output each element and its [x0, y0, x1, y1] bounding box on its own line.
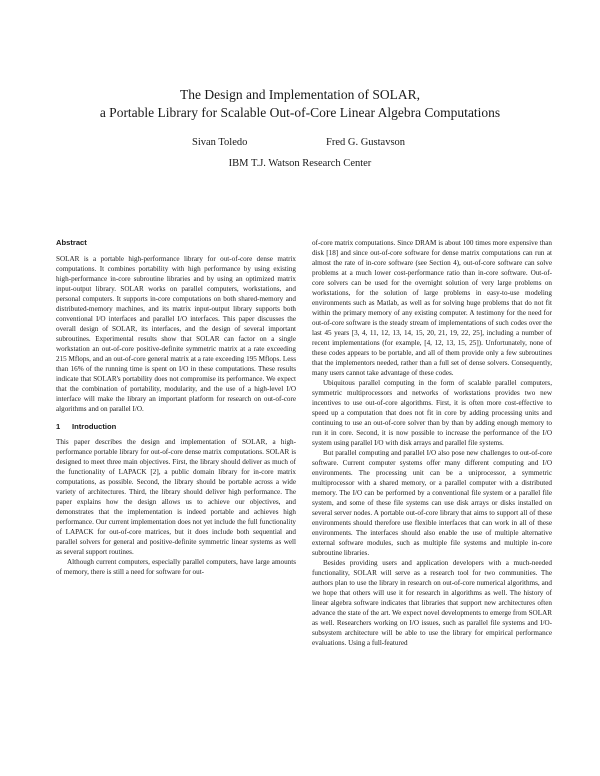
intro-paragraph-3: Ubiquitous parallel computing in the form of scalable parallel computers, symmetric multiprocessors and networks of workstations provides two new incentives to use out-of-core algorithms. First, it is often more cost-effective to speed up a computation that does not fit in core by adding processing units and continuing to use an out-of-core solver than by than by adding enough memory to run it in core. Second, it is now possible to increase the performance of the I/O system using parallel I/O with disk arrays and parallel file systems.: [312, 379, 552, 447]
section-title: Introduction: [72, 422, 117, 431]
abstract-heading: Abstract: [56, 238, 87, 247]
intro-paragraph-4: But parallel computing and parallel I/O also pose new challenges to out-of-core software. Current computer systems offer many different computing and I/O environments. The processing unit can be a uniprocessor, a symmetric multiprocessor with a shared memory, or a parallel computer with a distributed memory. The I/O can be performed by a conventional file system or a parallel file system, and some of these file systems can use disk arrays or disks installed on several server nodes. A portable out-of-core library that aims to support all of these environments should therefore use flexible interfaces that can work in all of these environments. The interfaces should also enable the use of multiple alternative external software modules, such as multiple file systems and multiple in-core subroutine libraries.: [312, 449, 552, 557]
author-gustavson: Fred G. Gustavson: [326, 137, 406, 148]
intro-paragraph-1: This paper describes the design and implementation of SOLAR, a high-performance portable library for out-of-core dense matrix computations. SOLAR is designed to meet three main objectives. First, the library should deliver as much of the functionality of LAPACK [2], a public domain library for in-core matrix computations, as possible. Second, the library should be portable across a wide variety of architectures. Third, the library should deliver high performance. The paper explains how the design allows us to achieve our objectives, and demonstrates that the implementation is indeed portable and achieves high performance. Our current implementation does not yet include the full functionality of LAPACK for out-of-core matrices, but it does include both sequential and parallel solvers for general and positive-definite symmetric linear systems as well as several support routines.: [56, 438, 296, 556]
intro-paragraph-2: Although current computers, especially parallel computers, have large amounts of memory, there is still a need for software for out-: [56, 558, 296, 576]
author-toledo: Sivan Toledo: [192, 137, 248, 148]
abstract-text: SOLAR is a portable high-performance library for out-of-core dense matrix computations. It combines portability with high performance by using existing high-performance in-core subroutine libraries and by using an optimized matrix input-output library. SOLAR works on parallel computers, workstations, and personal computers. It supports in-core computations on both shared-memory and distributed-memory machines, and its matrix input-output library supports both conventional I/O interfaces and parallel I/O interfaces. This paper discusses the overall design of SOLAR, its interfaces, and the design of several important subroutines. Experimental results show that SOLAR can factor on a single workstation an out-of-core positive-definite symmetric matrix at a rate exceeding 215 Mflops, and an out-of-core general matrix at a rate exceeding 195 Mflops. Less than 16% of the running time is spent on I/O in these computations. These results indicate that SOLAR's portability does not compromise its performance. We expect that the combination of portability, modularity, and the use of a high-level I/O interface will make the library an important platform for research on out-of-core algorithms and on parallel I/O.: [56, 255, 296, 413]
paper-title-line-2: a Portable Library for Scalable Out-of-Core Linear Algebra Computations: [99, 105, 501, 120]
left-column: [56, 238, 296, 577]
section-number: 1: [56, 422, 61, 431]
intro-paragraph-continued: of-core matrix computations. Since DRAM is about 100 times more expensive than disk [18] and since out-of-core software for dense matrix computations can run at almost the rate of in-core software (see Section 4), out-of-core software can solve problems at a much lower cost-performance ratio than in-core software. Out-of-core solvers can be used for the overnight solution of very large problems on workstations, for the solution of large problems in easy-to-use modeling environments such as Matlab, as well as for solving huge problems that do not fit within the primary memory of any existing computer. A testimony for the need for out-of-core software is the steady stream of implementations of such codes over the last 45 years [3, 4, 11, 12, 13, 14, 15, 20, 21, 19, 22, 25], including a number of recent implementations (for example, [4, 12, 13, 15, 25]). Unfortunately, none of these codes appears to be portable, and all of them provide only a few subroutines that the implementors needed, rather than a full set of dense solvers. Consequently, many users cannot take advantage of these codes.: [312, 239, 552, 377]
section-heading-introduction: [56, 422, 296, 432]
right-column: [312, 238, 552, 648]
affiliation: IBM T.J. Watson Research Center: [228, 158, 372, 169]
intro-paragraph-5: Besides providing users and application developers with a much-needed functionality, SOLAR will serve as a research tool for two communities. The authors plan to use the library in research on out-of-core numerical algorithms, and we hope that others will use it for research in algorithms as well. The history of linear algebra software indicates that libraries that support new architectures often advance the state of the art. We expect novel developments to emerge from SOLAR as well. Researchers working on I/O issues, such as parallel file systems and I/O-subsystem architecture will be able to use the library for empirical performance evaluations. Using a full-featured: [312, 559, 552, 647]
paper-title-line-1: The Design and Implementation of SOLAR,: [180, 87, 420, 102]
